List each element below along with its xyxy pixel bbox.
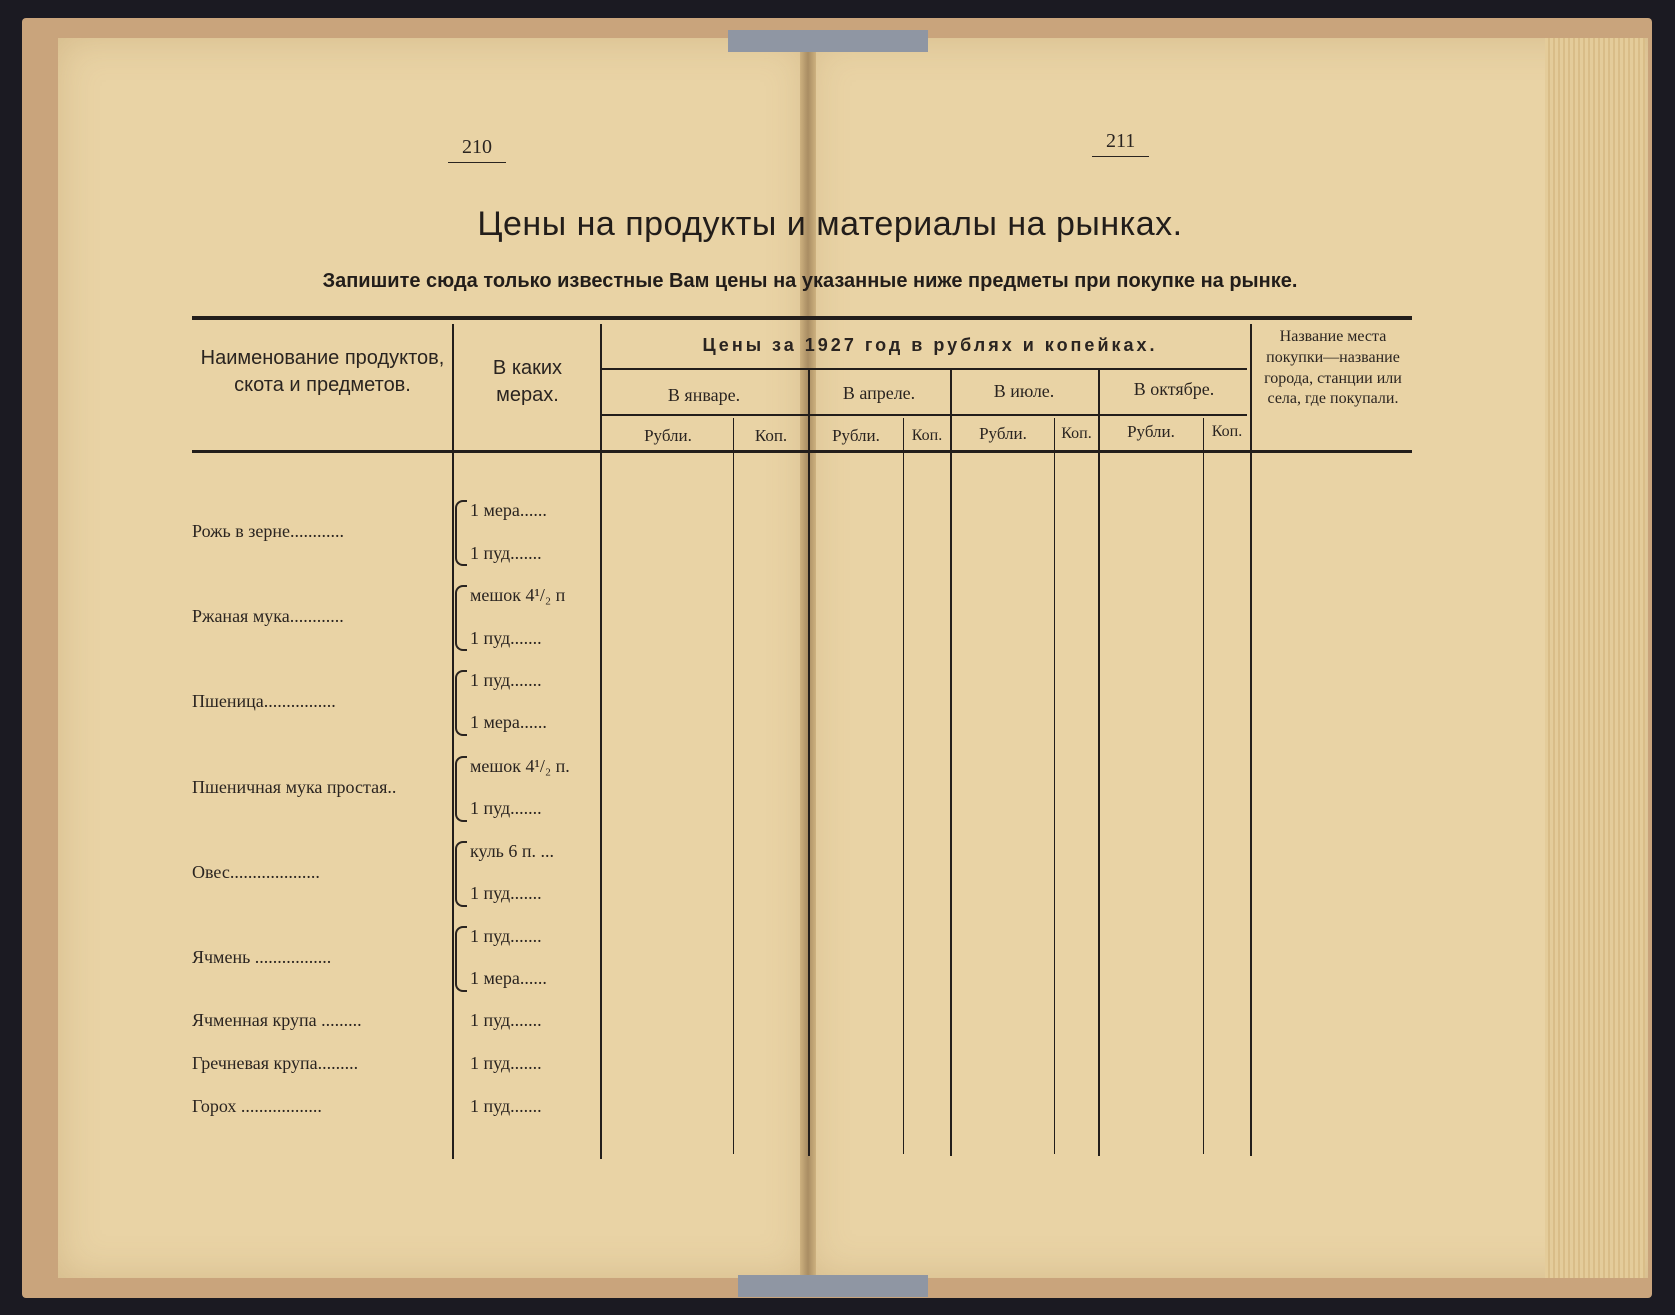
header-bottom-rule	[192, 450, 1412, 453]
header-apr-rub: Рубли.	[832, 426, 880, 445]
row-measure: 1 пуд.......	[470, 1053, 542, 1073]
row-measure: 1 мера......	[470, 968, 547, 988]
measure-brace	[455, 500, 467, 566]
row-measure: 1 пуд.......	[470, 926, 542, 946]
col-divider-measure	[600, 324, 602, 1159]
col-divider-jul	[1098, 370, 1100, 1156]
measure-brace	[455, 756, 467, 822]
col-divider-apr	[950, 370, 952, 1156]
col-divider-jan-kop	[733, 418, 734, 1154]
row-name: Рожь в зерне............	[192, 521, 344, 541]
col-divider-jul-kop	[1054, 418, 1055, 1154]
header-measure: В каких мерах.	[492, 357, 563, 406]
header-month-jan: В январе.	[667, 385, 741, 405]
header-place: Название места покупки—название города, станции или села, где покупали.	[1264, 328, 1402, 408]
row-measure: 1 пуд.......	[470, 543, 542, 563]
header-jul-kop: Коп.	[1061, 425, 1092, 442]
row-name: Овес....................	[192, 862, 320, 882]
row-name: Горох ..................	[192, 1096, 322, 1116]
row-measure: 1 пуд.......	[470, 798, 542, 818]
row-name: Гречневая крупа.........	[192, 1053, 359, 1073]
header-name: Наименование продуктов, скота и предметов.	[200, 347, 445, 396]
header-apr-kop: Коп.	[911, 427, 943, 444]
row-name: Пшеница................	[192, 691, 336, 711]
col-divider-oct	[1250, 324, 1252, 1156]
header-month-oct: В октябре.	[1133, 379, 1215, 399]
row-name: Пшеничная мука простая..	[192, 777, 397, 797]
page-edges	[1545, 38, 1645, 1278]
header-oct-kop: Коп.	[1211, 423, 1243, 440]
header-jan-kop: Коп.	[754, 426, 788, 445]
row-name: Ржаная мука............	[192, 606, 344, 626]
binding-tape-bottom	[738, 1275, 928, 1297]
measure-brace	[455, 841, 467, 907]
row-measure: 1 пуд.......	[470, 628, 542, 648]
measure-brace	[455, 926, 467, 992]
table-top-rule	[192, 316, 1412, 320]
left-page-number: 210	[448, 136, 506, 163]
col-divider-jan	[808, 370, 810, 1156]
header-prices: Цены за 1927 год в рублях и копейках.	[702, 335, 1158, 355]
col-divider-oct-kop	[1203, 418, 1204, 1154]
binding-tape-top	[728, 30, 928, 52]
row-measure: 1 мера......	[470, 500, 547, 520]
header-month-jul: В июле.	[993, 381, 1055, 401]
header-month-apr: В апреле.	[842, 383, 916, 403]
row-measure: 1 пуд.......	[470, 1096, 542, 1116]
right-page-number: 211	[1092, 130, 1149, 157]
row-name: Ячмень .................	[192, 947, 332, 967]
row-measure: 1 пуд.......	[470, 670, 542, 690]
header-oct-rub: Рубли.	[1127, 422, 1175, 441]
header-jan-rub: Рубли.	[644, 426, 692, 445]
page-title: Цены на продукты и материалы на рынках.	[477, 205, 1183, 243]
measure-brace	[455, 585, 467, 651]
header-jul-rub: Рубли.	[979, 424, 1027, 443]
row-measure: 1 мера......	[470, 712, 547, 732]
row-measure: мешок 4¹/₂ п.	[470, 756, 570, 776]
prices-header-rule	[602, 368, 1247, 370]
row-measure: 1 пуд.......	[470, 1010, 542, 1030]
measure-brace	[455, 670, 467, 736]
row-name: Ячменная крупа .........	[192, 1010, 362, 1030]
col-divider-apr-kop	[903, 418, 904, 1154]
row-measure: 1 пуд.......	[470, 883, 542, 903]
row-measure: мешок 4¹/₂ п	[470, 585, 566, 605]
months-header-rule	[602, 414, 1247, 416]
page-subtitle: Запишите сюда только известные Вам цены на указанные ниже предметы при покупке на рынке.	[322, 270, 1298, 292]
row-measure: куль 6 п. ...	[470, 841, 555, 861]
col-divider-name	[452, 324, 454, 1159]
